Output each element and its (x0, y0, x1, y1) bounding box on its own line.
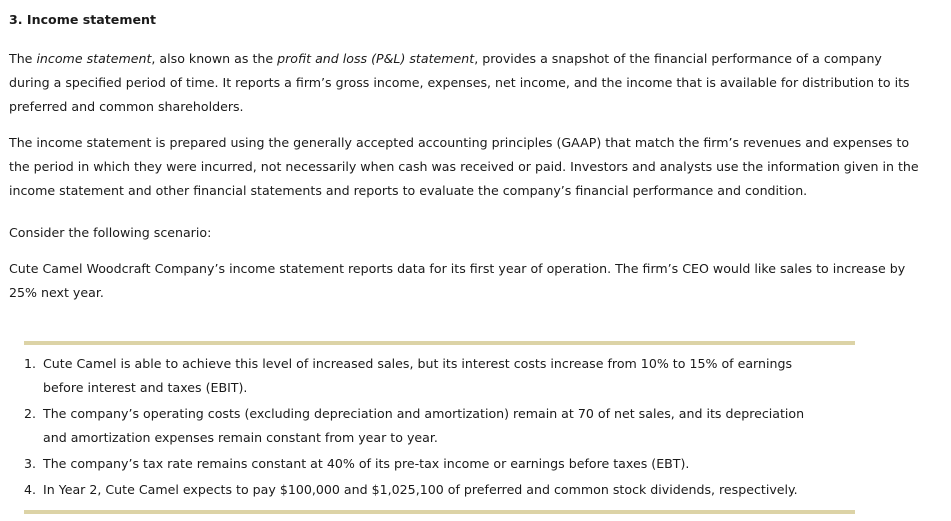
bottom-rule (24, 510, 855, 514)
term-income-statement: income statement (36, 51, 152, 66)
section-heading: 3. Income statement (9, 12, 156, 27)
list-item-number: 2. (24, 406, 37, 421)
document-body (9, 0, 929, 300)
gaap-paragraph: The income statement is prepared using the generally accepted accounting principles (GAAP) that match the firm’s revenues and expenses to the period in which they were incurred, not necessarily when cash was received or paid. Investors and analysts use the information given in the income statement and other financial statements and reports to evaluate the company’s financial performance and condition. (9, 135, 919, 198)
list-item-text: The company’s operating costs (excluding depreciation and amortization) remain at 70 of net sales, and its depreciation and amortization expenses remain constant from year to year. (43, 406, 805, 445)
intro-text-2: , also known as the (151, 51, 278, 66)
term-pl-statement: profit and loss (P&L) statement (277, 51, 475, 66)
intro-paragraph (9, 47, 919, 119)
list-item (24, 352, 824, 400)
list-item-number: 3. (24, 456, 37, 471)
list-item-text: In Year 2, Cute Camel expects to pay $100,000 and $1,025,100 of preferred and common stock dividends, respectively. (43, 482, 798, 497)
assumptions-list (24, 352, 824, 504)
list-item-text: Cute Camel is able to achieve this level of increased sales, but its interest costs increase from 10% to 15% of earnings before interest and taxes (EBIT). (43, 356, 793, 395)
list-item-text: The company’s tax rate remains constant at 40% of its pre-tax income or earnings before taxes (EBT). (43, 456, 690, 471)
list-item (24, 452, 824, 476)
intro-text-1: The (9, 51, 37, 66)
scenario-intro: Consider the following scenario: (9, 225, 212, 240)
list-item-number: 1. (24, 356, 37, 371)
top-rule (24, 341, 855, 345)
assumptions-box (24, 341, 855, 514)
scenario-paragraph: Cute Camel Woodcraft Company’s income statement reports data for its first year of operation. The firm’s CEO would like sales to increase by 25% next year. (9, 261, 906, 300)
list-item (24, 402, 824, 450)
list-item-number: 4. (24, 482, 37, 497)
intro-text-3: , provides a snapshot of the financial performance of a company during a specified period of time. It reports a firm’s gross income, expenses, net income, and the income that is available for distribution to its preferred and common shareholders. (9, 51, 910, 114)
list-item (24, 478, 824, 502)
